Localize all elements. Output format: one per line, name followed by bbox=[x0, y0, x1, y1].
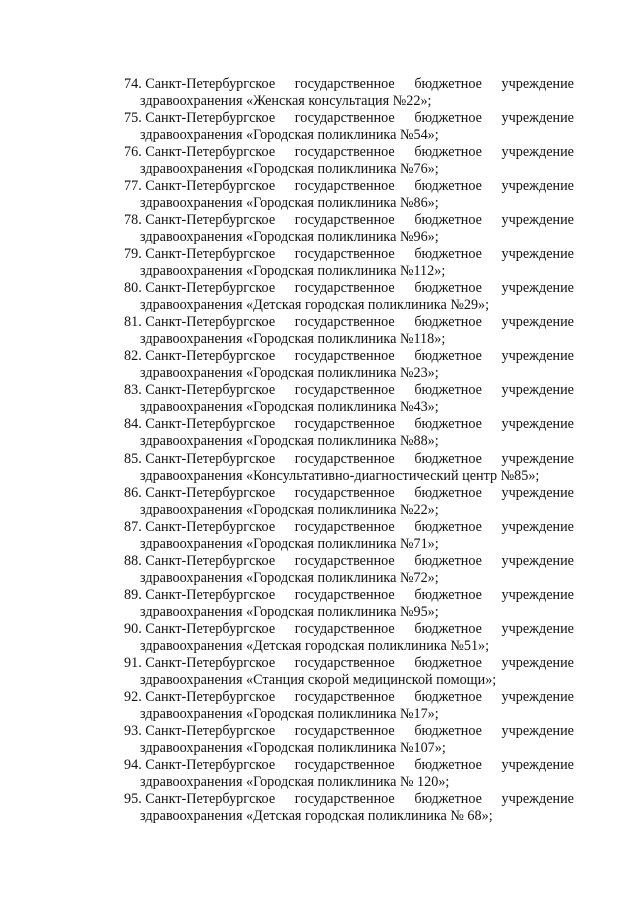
list-item bbox=[118, 76, 574, 110]
item-continuation-line: здравоохранения «Городская поликлиника №71»; bbox=[140, 535, 439, 552]
item-word: бюджетное bbox=[414, 246, 482, 263]
item-continuation-line: здравоохранения «Городская поликлиника №22»; bbox=[140, 501, 439, 518]
item-number-and-first-word bbox=[124, 178, 275, 195]
item-first-line bbox=[118, 382, 574, 399]
item-word: Санкт-Петербургское bbox=[145, 76, 276, 92]
item-word: государственное bbox=[294, 450, 395, 467]
item-number-and-first-word bbox=[124, 416, 275, 433]
item-number-and-first-word bbox=[124, 280, 275, 297]
item-word: учреждение bbox=[501, 280, 574, 297]
item-continuation-line: здравоохранения «Городская поликлиника №54»; bbox=[140, 127, 439, 144]
item-word: Санкт-Петербургское bbox=[145, 110, 276, 127]
item-word: Санкт-Петербургское bbox=[145, 348, 276, 365]
item-word: учреждение bbox=[501, 552, 574, 569]
item-number: 77. bbox=[124, 178, 142, 195]
list-item bbox=[118, 382, 574, 416]
list-item bbox=[118, 723, 574, 757]
list-item bbox=[118, 689, 574, 723]
item-word: бюджетное bbox=[414, 620, 482, 637]
item-first-line bbox=[118, 178, 574, 195]
item-continuation-line: здравоохранения «Городская поликлиника №23»; bbox=[140, 365, 439, 382]
item-number: 92. bbox=[124, 688, 142, 705]
item-word: бюджетное bbox=[414, 688, 482, 705]
item-continuation-line: здравоохранения «Городская поликлиника №118»; bbox=[140, 331, 446, 348]
item-word: учреждение bbox=[501, 790, 574, 807]
item-word: государственное bbox=[294, 110, 395, 127]
item-word: учреждение bbox=[501, 688, 574, 705]
item-word: учреждение bbox=[501, 654, 574, 671]
item-number: 81. bbox=[124, 314, 142, 331]
item-number-and-first-word bbox=[124, 519, 275, 536]
item-word: Санкт-Петербургское bbox=[145, 212, 276, 229]
item-word: учреждение bbox=[501, 450, 574, 467]
item-word: учреждение bbox=[501, 212, 574, 229]
list-item bbox=[118, 655, 574, 689]
item-first-line bbox=[118, 655, 574, 672]
item-number: 80. bbox=[124, 280, 142, 297]
item-word: государственное bbox=[294, 416, 395, 433]
item-first-line bbox=[118, 519, 574, 536]
item-word: бюджетное bbox=[414, 790, 482, 807]
item-continuation-line: здравоохранения «Детская городская поликлиника №29»; bbox=[140, 297, 490, 314]
item-word: государственное bbox=[294, 654, 395, 671]
item-first-line bbox=[118, 723, 574, 740]
item-word: государственное bbox=[294, 620, 395, 637]
list-item bbox=[118, 246, 574, 280]
item-first-line bbox=[118, 144, 574, 161]
list-item bbox=[118, 212, 574, 246]
item-number: 74. bbox=[124, 76, 142, 92]
item-number: 82. bbox=[124, 348, 142, 365]
item-number-and-first-word bbox=[124, 212, 275, 229]
item-word: учреждение bbox=[501, 314, 574, 331]
item-word: учреждение bbox=[501, 484, 574, 501]
item-word: государственное bbox=[294, 144, 395, 161]
item-word: бюджетное bbox=[414, 416, 482, 433]
item-continuation-line: здравоохранения «Городская поликлиника №107»; bbox=[140, 739, 446, 756]
list-item bbox=[118, 791, 574, 825]
institution-list bbox=[118, 76, 574, 825]
item-number: 86. bbox=[124, 484, 142, 501]
item-word: Санкт-Петербургское bbox=[145, 586, 276, 603]
item-word: учреждение bbox=[501, 416, 574, 433]
item-number-and-first-word bbox=[124, 76, 275, 93]
item-number-and-first-word bbox=[124, 655, 275, 672]
item-word: государственное bbox=[294, 756, 395, 773]
item-continuation-line: здравоохранения «Женская консультация №22»; bbox=[140, 93, 432, 109]
item-number: 90. bbox=[124, 620, 142, 637]
item-word: бюджетное bbox=[414, 518, 482, 535]
list-item bbox=[118, 451, 574, 485]
item-first-line bbox=[118, 212, 574, 229]
item-word: учреждение bbox=[501, 178, 574, 195]
item-continuation-line: здравоохранения «Городская поликлиника №112»; bbox=[140, 263, 446, 280]
item-word: государственное bbox=[294, 280, 395, 297]
item-number: 95. bbox=[124, 790, 142, 807]
list-item bbox=[118, 110, 574, 144]
item-number-and-first-word bbox=[124, 621, 275, 638]
item-word: бюджетное bbox=[414, 110, 482, 127]
list-item bbox=[118, 144, 574, 178]
item-continuation-line: здравоохранения «Городская поликлиника №76»; bbox=[140, 161, 439, 178]
item-word: Санкт-Петербургское bbox=[145, 246, 276, 263]
item-number-and-first-word bbox=[124, 485, 275, 502]
item-number: 83. bbox=[124, 382, 142, 399]
item-word: учреждение bbox=[501, 246, 574, 263]
item-word: учреждение bbox=[501, 518, 574, 535]
item-word: Санкт-Петербургское bbox=[145, 280, 276, 297]
item-number-and-first-word bbox=[124, 382, 275, 399]
item-word: учреждение bbox=[501, 756, 574, 773]
item-number-and-first-word bbox=[124, 723, 275, 740]
item-number-and-first-word bbox=[124, 553, 275, 570]
list-item bbox=[118, 348, 574, 382]
item-first-line bbox=[118, 689, 574, 706]
item-word: бюджетное bbox=[414, 756, 482, 773]
list-item bbox=[118, 621, 574, 655]
item-number-and-first-word bbox=[124, 110, 275, 127]
item-word: бюджетное bbox=[414, 484, 482, 501]
item-word: учреждение bbox=[501, 722, 574, 739]
item-word: бюджетное bbox=[414, 654, 482, 671]
item-first-line bbox=[118, 246, 574, 263]
item-number: 91. bbox=[124, 654, 142, 671]
item-number-and-first-word bbox=[124, 791, 275, 808]
item-word: государственное bbox=[294, 348, 395, 365]
item-word: Санкт-Петербургское bbox=[145, 484, 276, 501]
item-continuation-line: здравоохранения «Городская поликлиника №86»; bbox=[140, 195, 439, 212]
item-word: бюджетное bbox=[414, 314, 482, 331]
list-item bbox=[118, 519, 574, 553]
list-item bbox=[118, 178, 574, 212]
item-continuation-line: здравоохранения «Городская поликлиника №95»; bbox=[140, 603, 439, 620]
item-first-line bbox=[118, 110, 574, 127]
item-continuation-line: здравоохранения «Городская поликлиника №88»; bbox=[140, 433, 439, 450]
item-word: Санкт-Петербургское bbox=[145, 144, 276, 161]
item-number: 85. bbox=[124, 450, 142, 467]
item-number-and-first-word bbox=[124, 314, 275, 331]
list-item bbox=[118, 757, 574, 791]
item-number: 93. bbox=[124, 722, 142, 739]
item-word: государственное bbox=[294, 246, 395, 263]
item-word: учреждение bbox=[501, 620, 574, 637]
item-word: Санкт-Петербургское bbox=[145, 654, 276, 671]
list-item bbox=[118, 280, 574, 314]
item-word: Санкт-Петербургское bbox=[145, 620, 276, 637]
item-word: бюджетное bbox=[414, 212, 482, 229]
item-word: бюджетное bbox=[414, 178, 482, 195]
item-word: государственное bbox=[294, 518, 395, 535]
item-number: 88. bbox=[124, 552, 142, 569]
item-continuation-line: здравоохранения «Городская поликлиника №43»; bbox=[140, 399, 439, 416]
item-first-line bbox=[118, 791, 574, 808]
item-word: бюджетное bbox=[414, 552, 482, 569]
item-number-and-first-word bbox=[124, 689, 275, 706]
item-number: 84. bbox=[124, 416, 142, 433]
item-number: 87. bbox=[124, 518, 142, 535]
item-word: Санкт-Петербургское bbox=[145, 314, 276, 331]
list-item bbox=[118, 416, 574, 450]
item-continuation-line: здравоохранения «Консультативно-диагностический центр №85»; bbox=[140, 467, 540, 484]
item-first-line bbox=[118, 280, 574, 297]
item-first-line bbox=[118, 348, 574, 365]
item-first-line bbox=[118, 76, 574, 93]
list-item bbox=[118, 587, 574, 621]
item-number-and-first-word bbox=[124, 144, 275, 161]
item-word: государственное bbox=[294, 586, 395, 603]
list-item bbox=[118, 314, 574, 348]
item-word: Санкт-Петербургское bbox=[145, 756, 276, 773]
item-word: Санкт-Петербургское bbox=[145, 450, 276, 467]
item-number-and-first-word bbox=[124, 246, 275, 263]
item-first-line bbox=[118, 314, 574, 331]
item-word: учреждение bbox=[501, 382, 574, 399]
item-word: государственное bbox=[294, 76, 395, 92]
item-word: государственное bbox=[294, 382, 395, 399]
item-word: учреждение bbox=[501, 110, 574, 127]
item-number: 94. bbox=[124, 756, 142, 773]
item-number: 75. bbox=[124, 110, 142, 127]
item-continuation-line: здравоохранения «Городская поликлиника №17»; bbox=[140, 705, 439, 722]
item-word: Санкт-Петербургское bbox=[145, 688, 276, 705]
item-word: государственное bbox=[294, 552, 395, 569]
item-word: государственное bbox=[294, 688, 395, 705]
item-word: Санкт-Петербургское bbox=[145, 382, 276, 399]
item-number-and-first-word bbox=[124, 451, 275, 468]
item-word: Санкт-Петербургское bbox=[145, 178, 276, 195]
item-word: учреждение bbox=[501, 348, 574, 365]
item-first-line bbox=[118, 587, 574, 604]
item-word: Санкт-Петербургское bbox=[145, 552, 276, 569]
item-first-line bbox=[118, 621, 574, 638]
item-continuation-line: здравоохранения «Городская поликлиника №72»; bbox=[140, 569, 439, 586]
item-word: Санкт-Петербургское bbox=[145, 790, 276, 807]
item-number-and-first-word bbox=[124, 757, 275, 774]
list-item bbox=[118, 553, 574, 587]
item-first-line bbox=[118, 553, 574, 570]
item-first-line bbox=[118, 451, 574, 468]
item-word: бюджетное bbox=[414, 382, 482, 399]
item-first-line bbox=[118, 416, 574, 433]
item-word: учреждение bbox=[501, 144, 574, 161]
item-continuation-line: здравоохранения «Городская поликлиника № 120»; bbox=[140, 773, 450, 790]
item-word: государственное bbox=[294, 314, 395, 331]
item-word: государственное bbox=[294, 212, 395, 229]
item-word: бюджетное bbox=[414, 144, 482, 161]
item-word: государственное bbox=[294, 722, 395, 739]
item-number: 78. bbox=[124, 212, 142, 229]
item-word: Санкт-Петербургское bbox=[145, 518, 276, 535]
item-word: бюджетное bbox=[414, 76, 482, 92]
list-item bbox=[118, 485, 574, 519]
item-continuation-line: здравоохранения «Станция скорой медицинской помощи»; bbox=[140, 671, 497, 688]
item-continuation-line: здравоохранения «Городская поликлиника №96»; bbox=[140, 229, 439, 246]
item-word: Санкт-Петербургское bbox=[145, 722, 276, 739]
item-number: 76. bbox=[124, 144, 142, 161]
item-first-line bbox=[118, 485, 574, 502]
item-number-and-first-word bbox=[124, 587, 275, 604]
item-word: государственное bbox=[294, 178, 395, 195]
item-word: бюджетное bbox=[414, 280, 482, 297]
item-continuation-line: здравоохранения «Детская городская поликлиника № 68»; bbox=[140, 807, 493, 824]
item-word: учреждение bbox=[501, 76, 574, 92]
item-word: бюджетное bbox=[414, 586, 482, 603]
item-number-and-first-word bbox=[124, 348, 275, 365]
item-word: Санкт-Петербургское bbox=[145, 416, 276, 433]
item-word: учреждение bbox=[501, 586, 574, 603]
item-continuation-line: здравоохранения «Детская городская поликлиника №51»; bbox=[140, 637, 490, 654]
item-first-line bbox=[118, 757, 574, 774]
item-number: 79. bbox=[124, 246, 142, 263]
item-word: бюджетное bbox=[414, 722, 482, 739]
item-word: государственное bbox=[294, 790, 395, 807]
item-word: бюджетное bbox=[414, 348, 482, 365]
item-number: 89. bbox=[124, 586, 142, 603]
item-word: государственное bbox=[294, 484, 395, 501]
item-word: бюджетное bbox=[414, 450, 482, 467]
